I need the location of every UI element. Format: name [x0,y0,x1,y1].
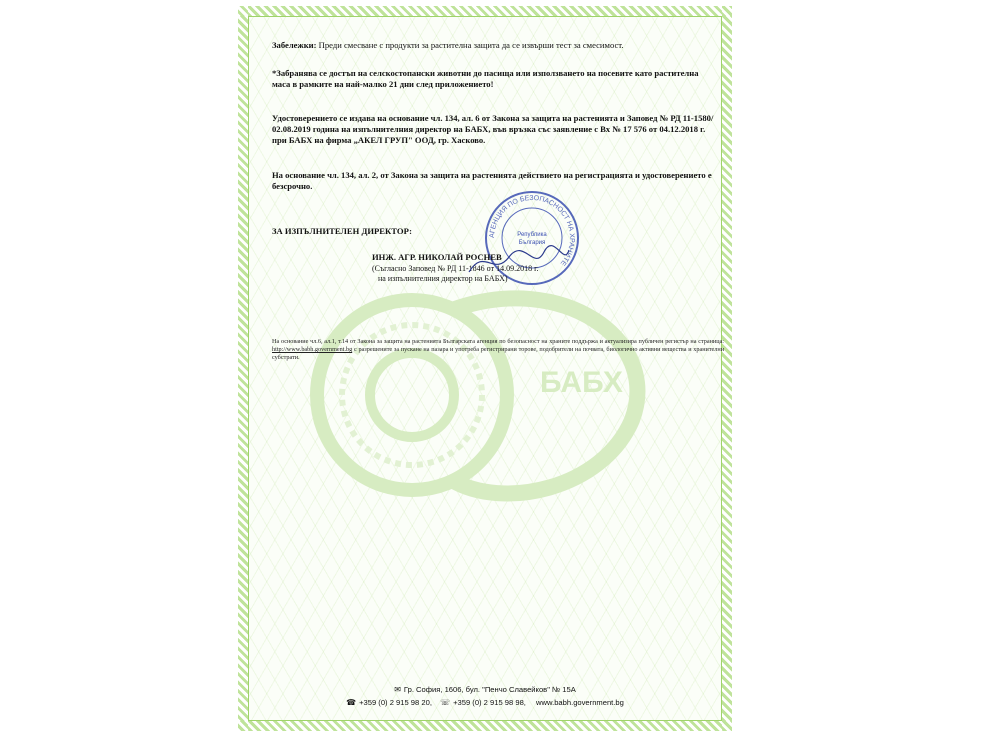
legal-text-2: с разрешените за пускане на пазара и употреба регистрирани торове, подобрители на почвата, биологично активни вещества и хранителни субстрати. [272,346,724,361]
phone-icon: ☎ [346,698,357,707]
footer-fax: +359 (0) 2 915 98 98, [453,698,526,707]
legal-text-1: На основание чл.6, ал.1, т.14 от Закона за защита на растенията Българската агенция по безопасност на храните поддържа и актуализира публичен регистър на страница: [272,338,724,345]
handwritten-signature [464,242,574,282]
footer-phone: +359 (0) 2 915 98 20, [359,698,432,707]
stamp-ring-text: АГЕНЦИЯ ПО БЕЗОПАСНОСТ НА ХРАНИТЕ [488,194,576,267]
stamp-center-line1: Република [517,232,547,238]
notes-paragraph [272,40,714,51]
footer-address [232,685,738,694]
notes-text: Преди смесване с продукти за растителна защита да се извърши тест за смесимост. [318,40,624,50]
validity-paragraph: На основание чл. 134, ал. 2, от Закона за защита на растенията действието на регистрацията и удостоверението е безсрочно. [272,170,712,191]
legal-notice [272,338,724,362]
fax-icon: ☏ [440,698,451,707]
certificate-page [232,0,738,737]
watermark-text: БАБХ [540,366,623,399]
babh-watermark-logo [302,280,662,510]
stamp-center-line2: България [518,240,546,246]
ban-paragraph: *Забранява се достъп на селскостопански животни до пасища или използването на посевите като растителна маса в рамките на най-малко 21 дни след приложението! [272,68,699,89]
certificate-paragraph: Удостоверението се издава на основание чл. 134, ал. 6 от Закона за защита на растенията и Заповед № РД 11-1580/ 02.08.2019 година на изпълнителния директор на БАБХ, във връзка със заявление с Вх № 17 576 от 04.12.2018 г. при БАБХ на фирма „АКЕЛ ГРУП" ООД, гр. Хасково. [272,113,714,145]
footer-contacts [232,698,738,707]
footer-web[interactable]: www.babh.government.bg [536,698,624,707]
registry-link[interactable]: http://www.babh.government.bg [272,346,353,353]
signatory-order: (Съгласно Заповед № РД 11-1846 от 14.09.2018 г. [372,264,539,273]
signatory-role: на изпълнителния директор на БАБХ) [378,274,508,283]
envelope-icon: ✉ [394,685,401,694]
signatory-name: ИНЖ. АГР. НИКОЛАЙ РОСНЕВ [372,252,502,262]
notes-label: Забележки: [272,40,317,50]
director-label: ЗА ИЗПЪЛНИТЕЛЕН ДИРЕКТОР: [272,226,413,236]
footer-address-text: Гр. София, 1606, бул. "Пенчо Славейков" № 15А [403,685,576,694]
